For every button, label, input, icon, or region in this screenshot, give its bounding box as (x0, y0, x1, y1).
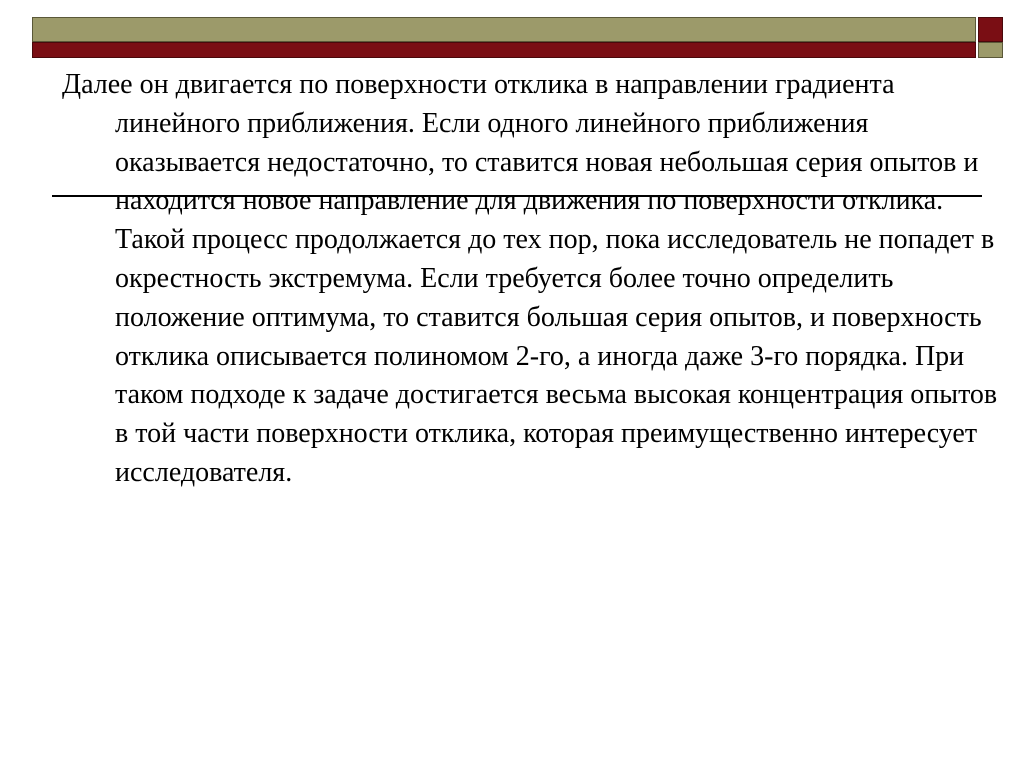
header-red-square (978, 17, 1003, 42)
header-red-bar (32, 42, 976, 58)
header-olive-bar (32, 17, 976, 42)
slide-body-text: Далее он двигается по поверхности отклика в направлении градиента линейного приближения. Если одного линейного приближения оказывается недостаточно, то ставится новая небольшая серия опытов и находится новое направление для движения по поверхности отклика. Такой процесс продолжается до тех пор, пока исследователь не попадет в окрестность экстремума. Если требуется более точно определить положение оптимума, то ставится большая серия опытов, и поверхность отклика описывается полиномом 2-го, а иногда даже 3-го порядка. При таком подходе к задаче достигается весьма высокая концентрация опытов в той части поверхности отклика, которая преимущественно интересует исследователя. (62, 69, 998, 488)
header-olive-square (978, 42, 1003, 58)
